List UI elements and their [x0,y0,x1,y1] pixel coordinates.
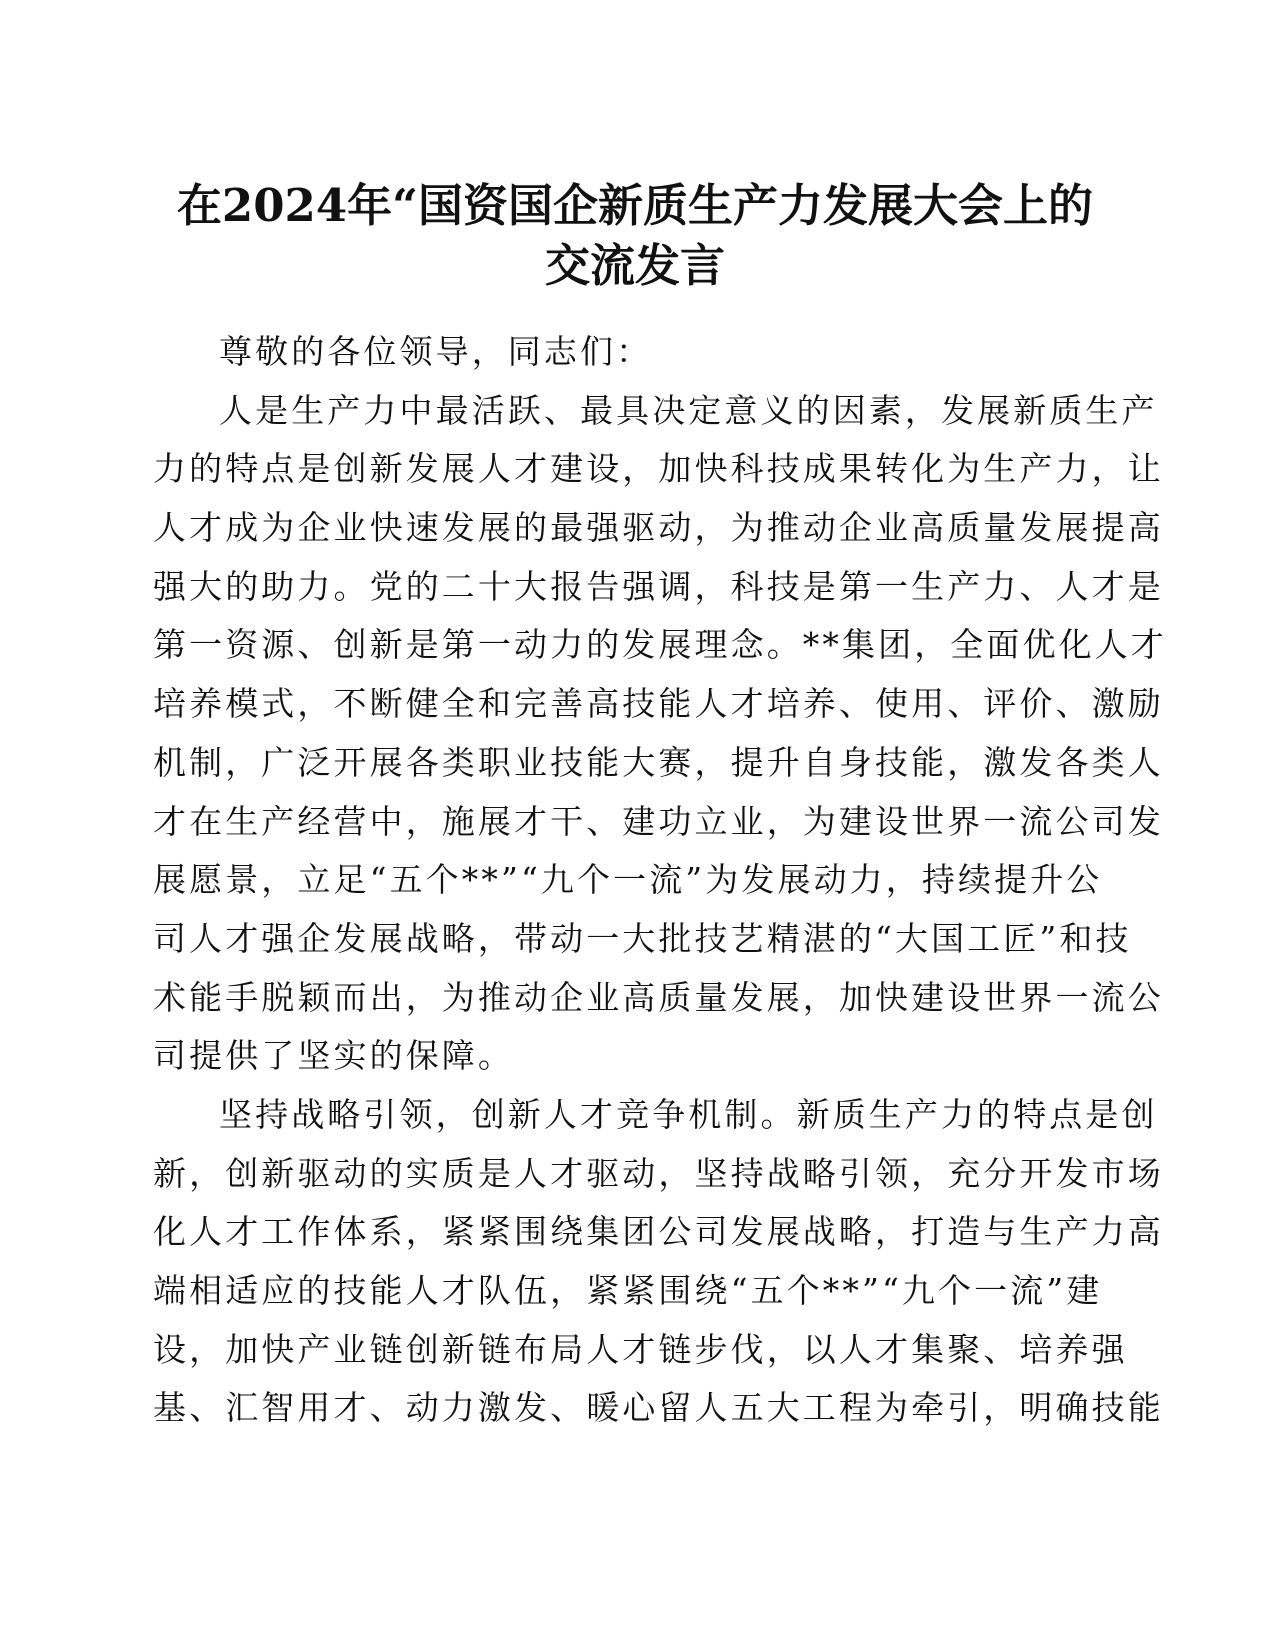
paragraph-line: 坚持战略引领，创新人才竞争机制。新质生产力的特点是创 [219,1094,1158,1134]
paragraph-line: 人是生产力中最活跃、最具决定意义的因素，发展新质生产 [219,390,1158,430]
paragraph-line: 人才成为企业快速发展的最强驱动，为推动企业高质量发展提高 [153,508,1164,548]
paragraph-line: 基、汇智用才、动力激发、暖心留人五大工程为牵引，明确技能 [153,1388,1164,1428]
paragraph-line: 展愿景，立足“五个**”“九个一流”为发展动力，持续提升公 [153,860,1103,900]
paragraph-line: 术能手脱颖而出，为推动企业高质量发展，加快建设世界一流公 [153,977,1164,1017]
title-line-2: 交流发言 [544,239,725,292]
paragraph-line: 新，创新驱动的实质是人才驱动，坚持战略引领，充分开发市场 [153,1153,1164,1193]
paragraph-line: 司提供了坚实的保障。 [153,1036,514,1076]
paragraph-line: 端相适应的技能人才队伍，紧紧围绕“五个**”“九个一流”建 [153,1271,1103,1310]
paragraph-1 [153,382,1167,1086]
paragraph-2 [153,1086,1164,1438]
paragraph-line: 第一资源、创新是第一动力的发展理念。**集团，全面优化人才 [153,625,1167,665]
title-line-1: 在2024年“国资国企新质生产力发展大会上的 [176,179,1094,232]
salutation: 尊敬的各位领导，同志们： [219,332,653,371]
paragraph-line: 培养模式，不断健全和完善高技能人才培养、使用、评价、激励 [153,684,1164,724]
paragraph-line: 强大的助力。党的二十大报告强调，科技是第一生产力、人才是 [153,566,1164,606]
document-body [153,323,1167,1438]
document-title [140,176,1130,296]
paragraph-line: 司人才强企发展战略，带动一大批技艺精湛的“大国工匠”和技 [153,918,1132,958]
paragraph-line: 力的特点是创新发展人才建设，加快科技成果转化为生产力，让 [153,449,1164,489]
paragraph-line: 才在生产经营中，施展才干、建功立业，为建设世界一流公司发 [153,801,1164,841]
paragraph-line: 化人才工作体系，紧紧围绕集团公司发展战略，打造与生产力高 [153,1212,1164,1252]
paragraph-line: 设，加快产业链创新链布局人才链步伐，以人才集聚、培养强 [153,1329,1128,1369]
paragraph-line: 机制，广泛开展各类职业技能大赛，提升自身技能，激发各类人 [153,742,1164,782]
